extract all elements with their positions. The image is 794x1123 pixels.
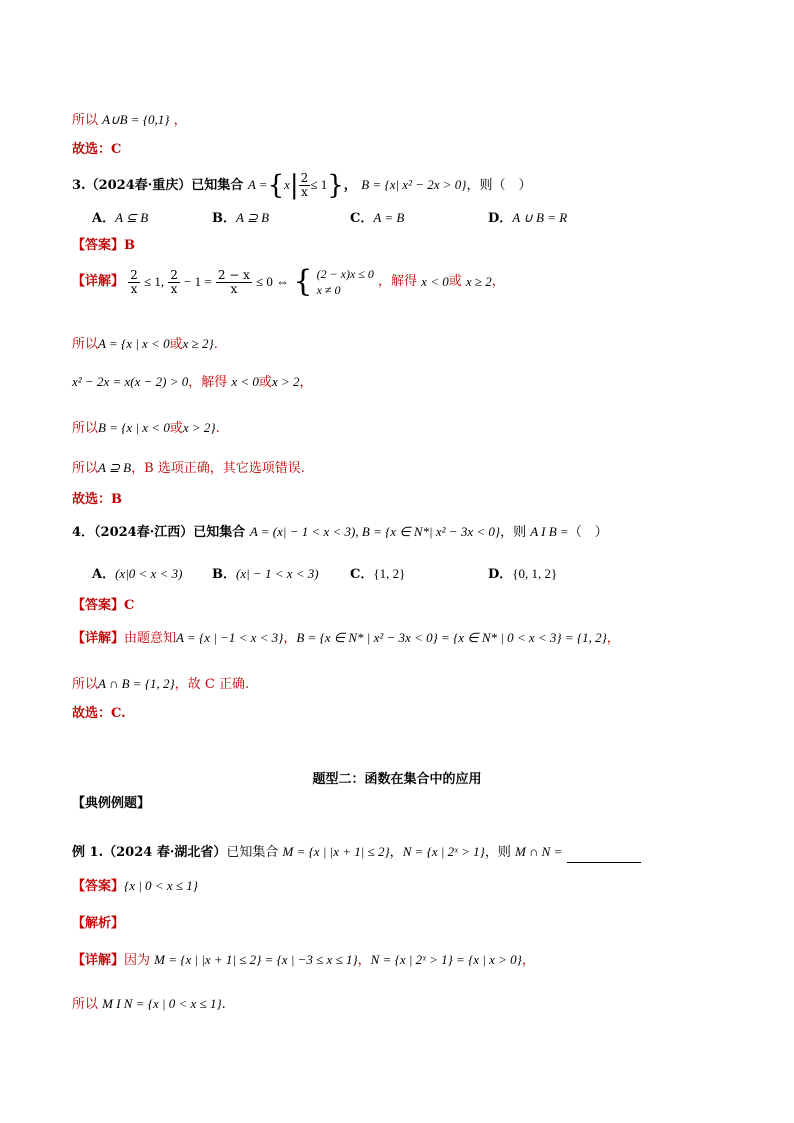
option-b: B．A ⊇ B: [212, 210, 270, 226]
option-b: B．(x| − 1 < x < 3): [212, 566, 319, 582]
answer-line: 【答案】{x | 0 < x ≤ 1}: [72, 878, 198, 894]
detail-line-1: 【详解】 $\frac{2}{x}$ ≤ 1, $\frac{2}{x}$ − 1 = $\frac{2 - x}{x}$ ≤ 0 ⇔ { (2 − x)x ≤ 0 x ≠ 0 ，解得 x < 0或 x ≥ 2，: [72, 264, 505, 299]
answer-line: 【答案】B: [72, 238, 136, 253]
analysis-line: 【解析】: [72, 916, 125, 931]
detail-line-2: 所以 M I N = {x | 0 < x ≤ 1}.: [72, 996, 226, 1012]
example-1-stem: 例 1.（2024 春·湖北省）已知集合 M = {x | |x + 1| ≤ 2}，N = {x | 2ˣ > 1}，则 M ∩ N =: [72, 842, 641, 863]
answer-choice-line-q4: 故选：C.: [72, 706, 126, 721]
fraction: $\frac{2}{x}$: [300, 171, 309, 199]
option-d: D．{0, 1, 2}: [488, 566, 558, 582]
detail-line-1: 【详解】因为 M = {x | |x + 1| ≤ 2} = {x | −3 ≤ x ≤ 1}，N = {x | 2ˣ > 1} = {x | x > 0}，: [72, 952, 535, 968]
answer-blank: [567, 848, 641, 863]
answer-choice-line-q3: 故选：B: [72, 492, 122, 507]
option-d: D．A ∪ B = R: [488, 210, 568, 226]
option-c: C．{1, 2}: [350, 566, 406, 582]
section-title: 题型二：函数在集合中的应用: [312, 772, 482, 787]
math-union: A∪B = {0,1}: [102, 112, 170, 127]
option-a: A．A ⊆ B: [92, 210, 149, 226]
option-c: C．A = B: [350, 210, 405, 226]
detail-line-3: x² − 2x = x(x − 2) > 0，解得 x < 0或x > 2，: [72, 374, 313, 390]
answer-choice-line: 故选：C: [72, 142, 122, 157]
detail-line-2: 所以A ∩ B = {1, 2}，故 C 正确.: [72, 676, 250, 692]
detail-line-4: 所以B = {x | x < 0或x > 2}.: [72, 420, 220, 436]
question-4-stem: 4．（2024春·江西）已知集合 A = (x| − 1 < x < 3), B = {x ∈ N*| x² − 3x < 0}，则 A I B =（ ）: [72, 524, 608, 540]
detail-line-5: 所以A ⊇ B，B 选项正确，其它选项错误.: [72, 460, 305, 476]
text-line-l1: 所以 A∪B = {0,1} ，: [72, 112, 187, 128]
answer-line: 【答案】C: [72, 598, 135, 613]
question-3-stem: 3.（2024春·重庆）已知集合 A ={x| $\frac{2}{x}$ ≤ 1}， B = {x| x² − 2x > 0}，则（ ）: [72, 170, 532, 201]
section-subtitle: 【典例例题】: [72, 796, 151, 811]
option-a: A．(x|0 < x < 3): [92, 566, 183, 582]
detail-line-1: 【详解】由题意知A = {x | −1 < x < 3}，B = {x ∈ N* | x² − 3x < 0} = {x ∈ N* | 0 < x < 3} = {1, 2}，: [72, 630, 620, 646]
piecewise-cases: (2 − x)x ≤ 0 x ≠ 0: [316, 267, 374, 297]
detail-line-2: 所以A = {x | x < 0或x ≥ 2}.: [72, 336, 218, 352]
